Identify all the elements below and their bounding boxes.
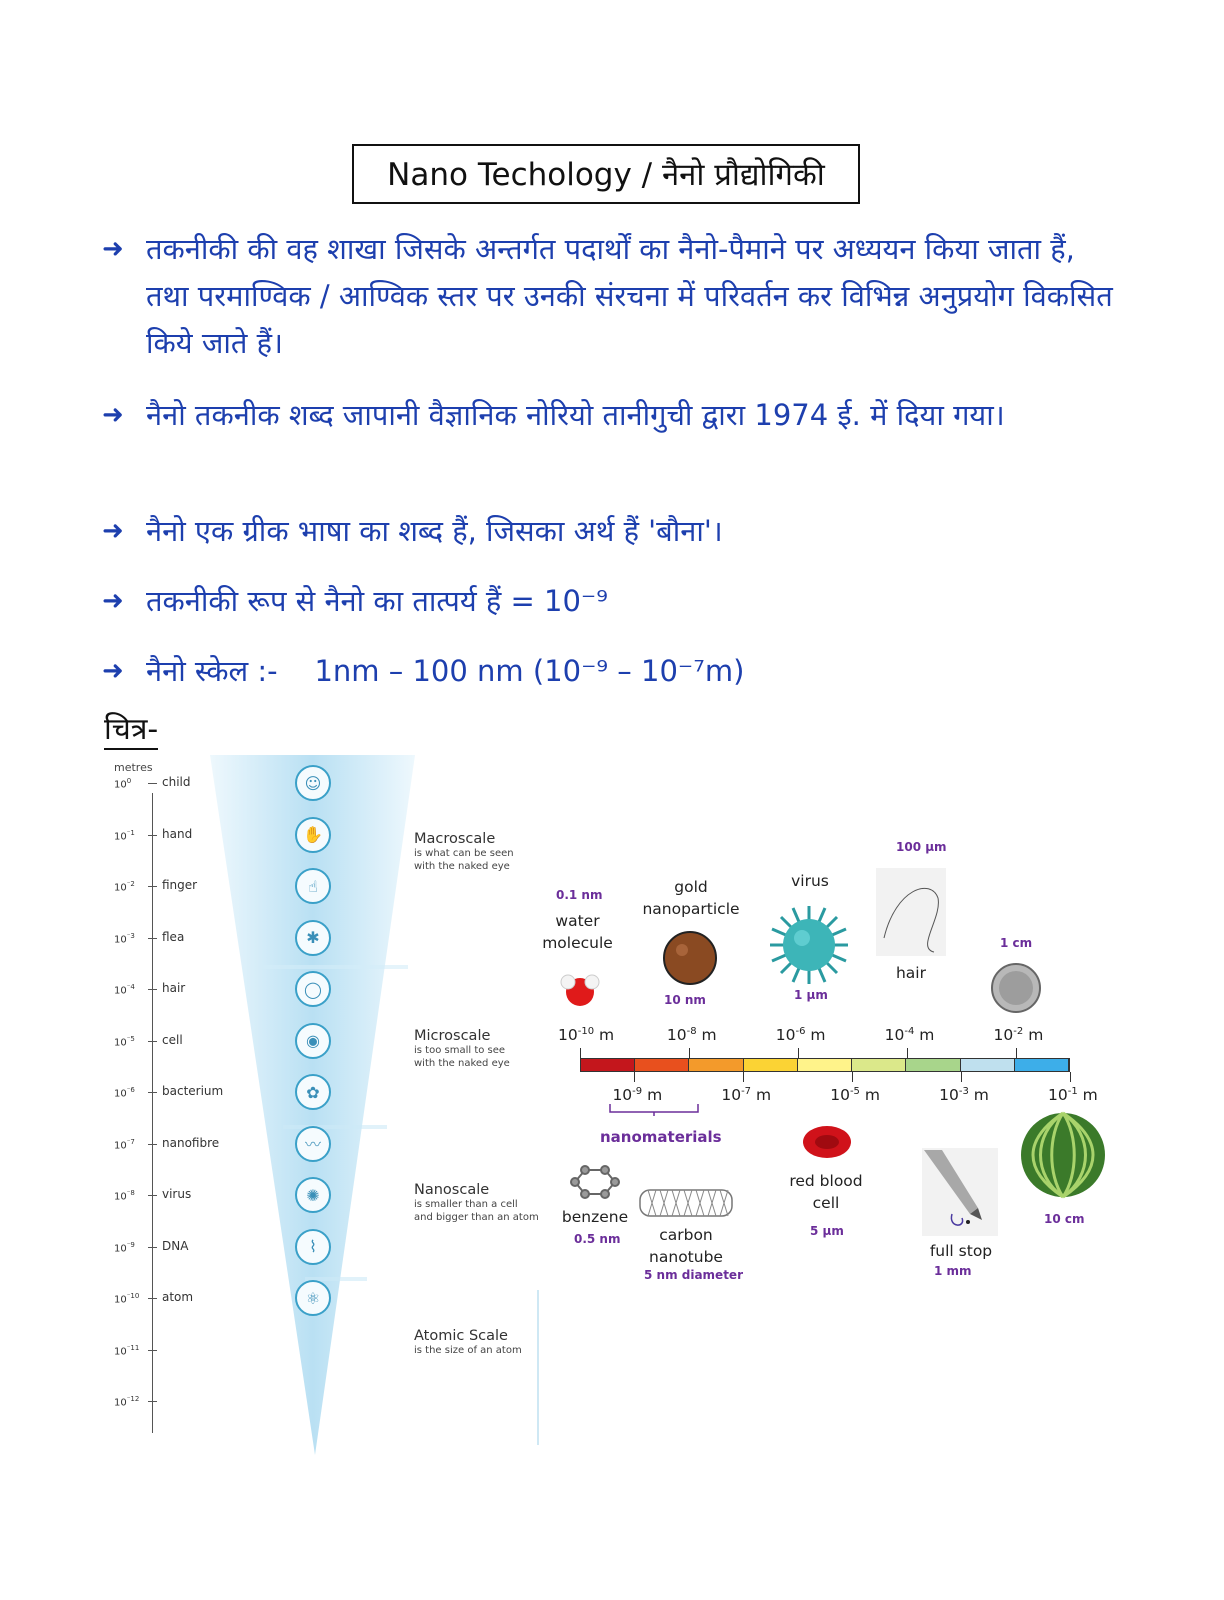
ladder-tick: [148, 783, 157, 784]
water-molecule-label: water molecule: [542, 912, 613, 952]
full-stop-image: [922, 1148, 998, 1236]
ladder-tick: [148, 1401, 157, 1402]
scale-ladder: [110, 755, 555, 1475]
scale-bar-segment: [961, 1059, 1015, 1071]
scale-bar-tick: [1016, 1048, 1017, 1058]
benzene-image: [560, 1160, 630, 1204]
ladder-power-label: $10^{^-5}$: [114, 1034, 135, 1048]
scale-bar-tick: [743, 1072, 744, 1082]
virus-size: 1 μm: [794, 988, 828, 1002]
gold-nanoparticle-image: [662, 930, 718, 986]
bacterium-icon: ✿: [295, 1074, 331, 1110]
scale-bar-segment: [852, 1059, 906, 1071]
scale-bar-exponent-label: $10^{-6}$ m: [775, 1026, 826, 1045]
scale-bar-tick: [1070, 1072, 1071, 1082]
scale-bar-tick: [852, 1072, 853, 1082]
water-molecule-image: [558, 970, 602, 1010]
scale-bar-segment: [689, 1059, 743, 1071]
scale-bar-segment: [906, 1059, 960, 1071]
note-origin: ➜ नैनो तकनीक शब्द जापानी वैज्ञानिक नोरियो तानीगुची द्वारा 1974 ई. में दिया गया।: [108, 392, 1118, 439]
scale-bar-tick: [634, 1072, 635, 1082]
full-stop-label: full stop: [929, 1242, 993, 1260]
ladder-tick: [148, 938, 157, 939]
arrow-right-icon: ➜: [102, 586, 124, 616]
nanomaterials-bracket: [608, 1104, 700, 1116]
ladder-object-cell: cell: [162, 1032, 183, 1047]
ladder-power-label: $10^{^-12}$: [114, 1395, 140, 1409]
virus-label: virus: [791, 872, 829, 890]
arrow-right-icon: ➜: [102, 234, 124, 264]
ladder-power-label: $10^{^-9}$: [114, 1240, 135, 1254]
scale-bar-segment: [635, 1059, 689, 1071]
carbon-nanotube-image: [638, 1186, 734, 1222]
ladder-tick: [148, 1144, 157, 1145]
scale-bar-tick: [798, 1048, 799, 1058]
size-scale-chart: [540, 830, 1120, 1310]
scale-bar-segment: [798, 1059, 852, 1071]
scale-bar-exponent-label: $10^{-1}$ m: [1048, 1086, 1098, 1105]
ladder-tick: [148, 1195, 157, 1196]
scale-label: नैनो स्केल :-: [146, 654, 278, 688]
ladder-object-finger: finger: [162, 878, 198, 892]
ladder-object-flea: flea: [162, 929, 185, 944]
nanomaterials-label: nanomaterials: [600, 1128, 722, 1146]
gold-nanoparticle-size: 10 nm: [664, 993, 706, 1007]
ladder-power-label: $10^{^-2}$: [114, 880, 135, 894]
scale-bar-exponent-label: $10^{-2}$ m: [993, 1026, 1044, 1045]
ladder-power-label: $10^{^-4}$: [114, 983, 135, 997]
ladder-tick: [148, 1041, 157, 1042]
coin-image: [990, 962, 1042, 1014]
zone-microscale: Microscale is too small to see with the naked eye: [414, 1028, 510, 1069]
ladder-tick: [148, 886, 157, 887]
ladder-object-bacterium: bacterium: [162, 1084, 224, 1098]
scale-color-bar: [580, 1058, 1070, 1072]
full-stop-size: 1 mm: [934, 1264, 972, 1278]
scale-bar-exponent-label: $10^{-8}$ m: [666, 1026, 717, 1045]
cell-icon: ◉: [295, 1023, 331, 1059]
nanofibre-icon: 〰: [295, 1126, 331, 1162]
ladder-tick: [148, 1247, 157, 1248]
scale-bar-exponent-label: $10^{-5}$ m: [830, 1086, 880, 1105]
scale-bar-tick: [689, 1048, 690, 1058]
benzene-label: benzene: [561, 1208, 629, 1226]
ladder-object-virus: virus: [162, 1187, 192, 1201]
scale-bar-segment: [581, 1059, 635, 1071]
scale-bar-tick: [961, 1072, 962, 1082]
hair-label: hair: [895, 964, 926, 982]
scale-bar-tick: [580, 1048, 581, 1058]
hair-icon: ◯: [295, 971, 331, 1007]
ladder-tick: [148, 1298, 157, 1299]
flea-icon: ✱: [295, 920, 331, 956]
note-definition: ➜ तकनीकी की वह शाखा जिसके अन्तर्गत पदार्थों का नैनो-पैमाने पर अध्ययन किया जाता हैं, तथा परमाण्विक / आण्विक स्तर पर उनकी संरचना में परिवर्तन कर विभिन्न अनुप्रयोग विकसित किये जाते हैं।: [108, 226, 1118, 367]
note-greek: ➜ नैनो एक ग्रीक भाषा का शब्द हैं, जिसका अर्थ हैं 'बौना'।: [108, 508, 1118, 555]
dna-icon: ⌇: [295, 1229, 331, 1265]
ladder-power-label: $10^{^-1}$: [114, 828, 135, 842]
ladder-power-label: $10^{^-10}$: [114, 1292, 140, 1306]
ladder-tick: [148, 835, 157, 836]
scale-value: 1nm – 100 nm (10⁻⁹ – 10⁻⁷m): [314, 654, 745, 688]
gold-nanoparticle-label: gold nanoparticle: [642, 878, 740, 918]
child-icon: ☺: [295, 765, 331, 801]
coin-size: 1 cm: [1000, 936, 1033, 950]
finger-icon: ☝: [295, 868, 331, 904]
arrow-right-icon: ➜: [102, 516, 124, 546]
ladder-power-label: $10^{^-7}$: [114, 1137, 135, 1151]
ladder-power-label: $10^{^-3}$: [114, 931, 135, 945]
page-title: Nano Techology / नैनो प्रौद्योगिकी: [352, 144, 860, 204]
ladder-tick: [148, 989, 157, 990]
ladder-object-nanofibre: nanofibre: [162, 1135, 220, 1150]
ladder-object-atom: atom: [162, 1290, 194, 1304]
scale-bar-segment: [1015, 1059, 1069, 1071]
watermelon-image: [1018, 1110, 1108, 1200]
arrow-right-icon: ➜: [102, 656, 124, 686]
ladder-tick: [148, 1092, 157, 1093]
virus-image: [768, 904, 850, 986]
red-blood-cell-size: 5 μm: [810, 1224, 844, 1238]
virus-icon: ✺: [295, 1177, 331, 1213]
ladder-object-child: child: [162, 775, 191, 789]
ladder-object-hair: hair: [162, 981, 186, 995]
zone-atomic-scale: Atomic Scale is the size of an atom: [414, 1328, 522, 1356]
scale-bar-exponent-label: $10^{-4}$ m: [884, 1026, 935, 1045]
atom-icon: ⚛: [295, 1280, 331, 1316]
carbon-nanotube-label: carbon nanotube: [649, 1226, 723, 1266]
scale-bar-exponent-label: $10^{-7}$ m: [721, 1086, 772, 1105]
hair-image: [876, 868, 946, 956]
ladder-unit: metres: [114, 761, 153, 774]
ladder-object-hand: hand: [162, 826, 193, 841]
watermelon-size: 10 cm: [1044, 1212, 1085, 1226]
scale-bar-segment: [744, 1059, 798, 1071]
ladder-power-label: $10^{^-11}$: [114, 1343, 140, 1357]
note-meaning: ➜ तकनीकी रूप से नैनो का तात्पर्य हैं = 10⁻⁹: [108, 578, 1118, 625]
scale-bar-exponent-label: $10^{-3}$ m: [939, 1086, 989, 1105]
note-scale: [102, 648, 1118, 695]
scale-bar-exponent-label: $10^{-9}$ m: [612, 1086, 663, 1105]
ladder-axis: [152, 793, 153, 1433]
red-blood-cell-image: [800, 1122, 854, 1162]
red-blood-cell-label: red blood cell: [789, 1172, 863, 1212]
benzene-size: 0.5 nm: [574, 1232, 621, 1246]
water-molecule-size: 0.1 nm: [556, 888, 603, 902]
ladder-power-label: $10^0$: [114, 777, 132, 791]
ladder-power-label: $10^{^-6}$: [114, 1086, 135, 1100]
arrow-right-icon: ➜: [102, 400, 124, 430]
ladder-tick: [148, 1350, 157, 1351]
zone-macroscale: Macroscale is what can be seen with the naked eye: [414, 831, 514, 872]
figure-label: चित्र-: [104, 712, 158, 750]
ladder-power-label: $10^{^-8}$: [114, 1189, 135, 1203]
scale-bar-exponent-label: $10^{-10}$ m: [558, 1026, 615, 1045]
scale-bar-tick: [907, 1048, 908, 1058]
ladder-object-dna: DNA: [162, 1238, 189, 1253]
hand-icon: ✋: [295, 817, 331, 853]
hair-size: 100 μm: [896, 840, 947, 854]
zone-nanoscale: Nanoscale is smaller than a cell and bigger than an atom: [414, 1182, 539, 1223]
carbon-nanotube-size: 5 nm diameter: [644, 1268, 743, 1282]
